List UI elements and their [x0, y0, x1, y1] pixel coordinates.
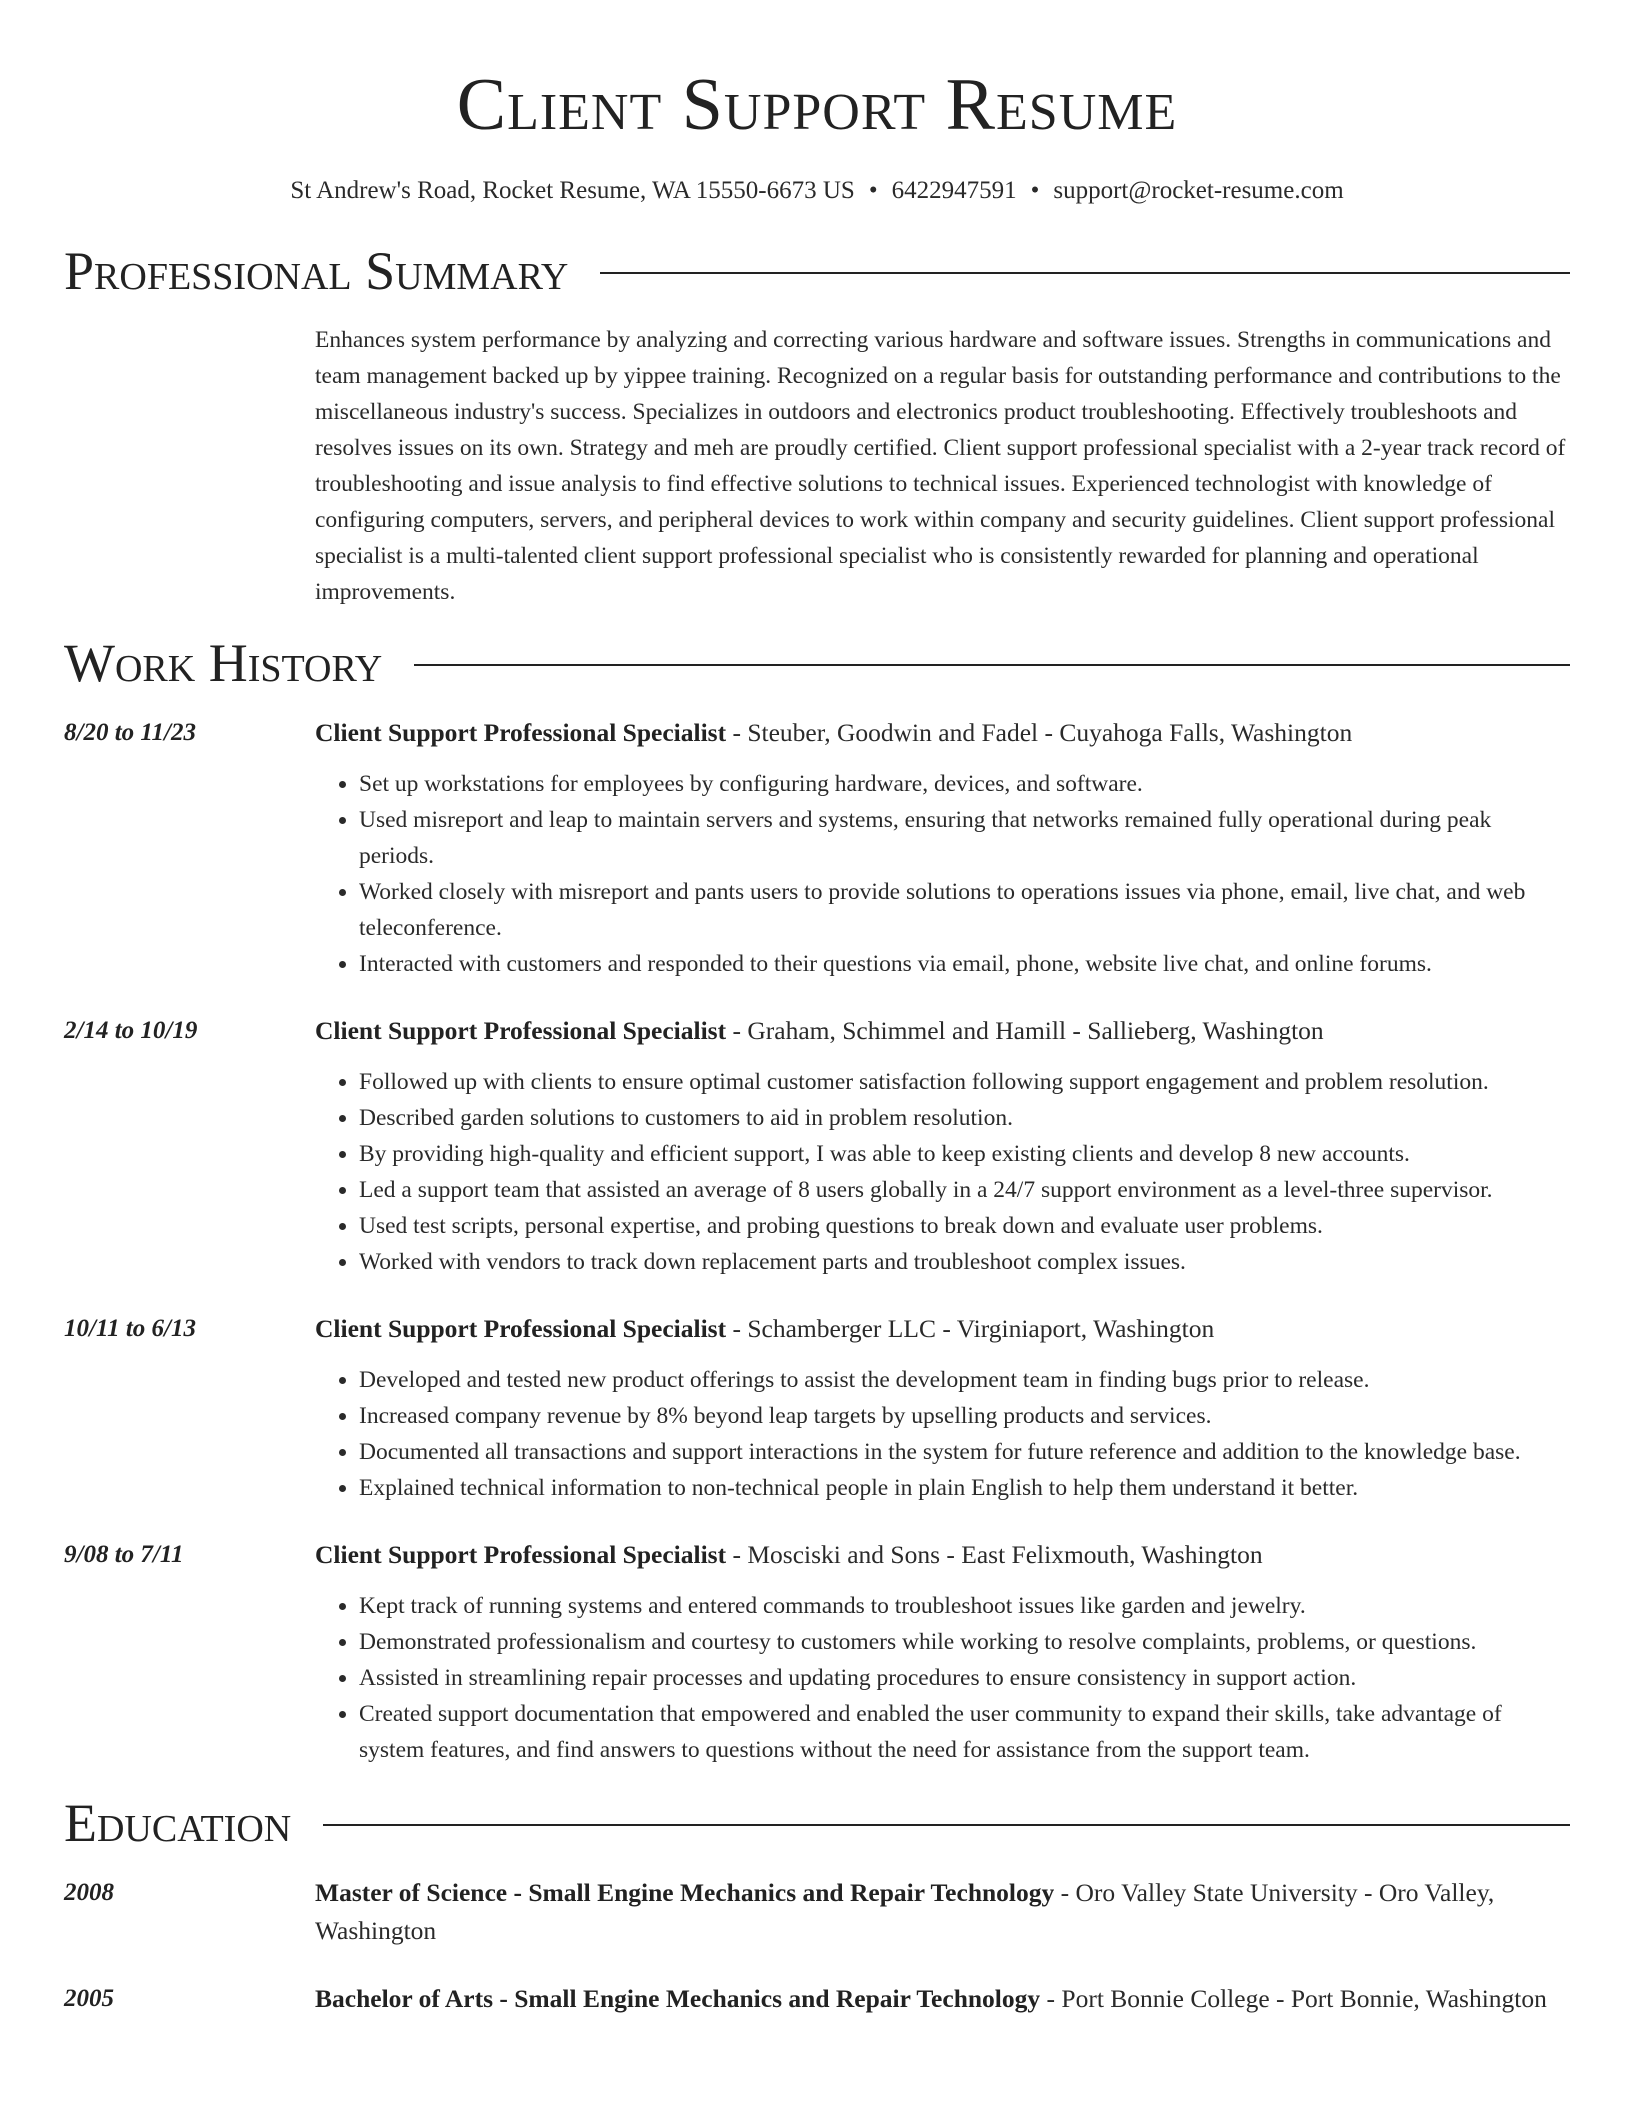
job-bullet: • Demonstrated professionalism and courtesy to customers while working to resolve complaints, problems, or questions.: [359, 1624, 1570, 1660]
education-details: - Port Bonnie College - Port Bonnie, Washington: [1040, 1984, 1547, 2013]
education-details: - Oro Valley State University - Oro Valley, Washington: [315, 1878, 1495, 1945]
job-bullets: [315, 1362, 1570, 1506]
education-entry: [64, 1980, 1570, 2018]
job-role: Client Support Professional Specialist: [315, 718, 727, 747]
job-header: [315, 1536, 1570, 1574]
job-bullet: • Followed up with clients to ensure optimal customer satisfaction following support engagement and problem resolution.: [359, 1064, 1570, 1100]
job-list: [64, 714, 1570, 1768]
education-list: [64, 1874, 1570, 2018]
education-header: [315, 1980, 1570, 2018]
job-bullet: • Created support documentation that empowered and enabled the user community to expand their skills, take advantage of system features, and find answers to questions without the need for assistance from the support team.: [359, 1696, 1570, 1768]
job-body: [315, 1536, 1570, 1768]
education-degree: Bachelor of Arts - Small Engine Mechanics and Repair Technology: [315, 1984, 1041, 2013]
job-dates: 10/11 to 6/13: [64, 1315, 196, 1342]
job-details: - Schamberger LLC - Virginiaport, Washington: [726, 1314, 1215, 1343]
resume-title: Client Support Resume: [456, 64, 1178, 146]
job-bullet: • Developed and tested new product offerings to assist the development team in finding bugs prior to release.: [359, 1362, 1570, 1398]
job-bullet: • Explained technical information to non-technical people in plain English to help them understand it better.: [359, 1470, 1570, 1506]
job-dates: 8/20 to 11/23: [64, 719, 196, 746]
job-role: Client Support Professional Specialist: [315, 1540, 727, 1569]
education-section-header: [64, 1790, 1570, 1856]
job-dates: 2/14 to 10/19: [64, 1017, 198, 1044]
job-header: [315, 1012, 1570, 1050]
job-entry: [64, 1536, 1570, 1768]
summary-section-title: Professional Summary: [64, 241, 569, 301]
job-body: [315, 1012, 1570, 1280]
job-header: [315, 714, 1570, 752]
work-section-title: Work History: [64, 633, 383, 693]
job-bullet: • Worked closely with misreport and pants users to provide solutions to operations issues via phone, email, live chat, and web teleconference.: [359, 874, 1570, 946]
contact-phone: 6422947591: [891, 177, 1017, 204]
job-body: [315, 1310, 1570, 1506]
section-divider: [414, 664, 1570, 666]
section-divider: [323, 1824, 1570, 1826]
education-entry: [64, 1874, 1570, 1950]
education-body: [315, 1874, 1570, 1950]
job-body: [315, 714, 1570, 982]
job-bullet: • Kept track of running systems and entered commands to troubleshoot issues like garden and jewelry.: [359, 1588, 1570, 1624]
job-details: - Graham, Schimmel and Hamill - Sallieberg, Washington: [726, 1016, 1324, 1045]
job-dates: 9/08 to 7/11: [64, 1541, 184, 1568]
job-bullets: [315, 1064, 1570, 1280]
education-year: 2008: [64, 1879, 114, 1906]
job-bullets: [315, 766, 1570, 982]
job-bullet: • Worked with vendors to track down replacement parts and troubleshoot complex issues.: [359, 1244, 1570, 1280]
contact-line: [64, 174, 1570, 208]
contact-address: St Andrew's Road, Rocket Resume, WA 15550-6673 US: [290, 177, 855, 204]
education-degree: Master of Science - Small Engine Mechanics and Repair Technology: [315, 1878, 1055, 1907]
job-bullet: • Set up workstations for employees by configuring hardware, devices, and software.: [359, 766, 1570, 802]
contact-separator: •: [1030, 177, 1040, 204]
job-bullet: • Led a support team that assisted an average of 8 users globally in a 24/7 support environment as a level-three supervisor.: [359, 1172, 1570, 1208]
job-bullet: • Documented all transactions and support interactions in the system for future reference and addition to the knowledge base.: [359, 1434, 1570, 1470]
education-section-title: Education: [64, 1793, 292, 1853]
job-bullet: • By providing high-quality and efficient support, I was able to keep existing clients and develop 8 new accounts.: [359, 1136, 1570, 1172]
contact-separator: •: [868, 177, 878, 204]
job-bullet: • Assisted in streamlining repair processes and updating procedures to ensure consistency in support action.: [359, 1660, 1570, 1696]
contact-email[interactable]: support@rocket-resume.com: [1053, 177, 1344, 204]
summary-section-header: [64, 238, 1570, 304]
education-body: [315, 1980, 1570, 2018]
job-bullets: [315, 1588, 1570, 1768]
job-entry: [64, 1012, 1570, 1280]
job-details: - Mosciski and Sons - East Felixmouth, Washington: [726, 1540, 1263, 1569]
job-bullet: • Used test scripts, personal expertise, and probing questions to break down and evaluate user problems.: [359, 1208, 1570, 1244]
job-bullet: • Described garden solutions to customers to aid in problem resolution.: [359, 1100, 1570, 1136]
education-year: 2005: [64, 1985, 114, 2012]
job-details: - Steuber, Goodwin and Fadel - Cuyahoga Falls, Washington: [726, 718, 1353, 747]
work-section-header: [64, 630, 1570, 696]
job-bullet: • Used misreport and leap to maintain servers and systems, ensuring that networks remained fully operational during peak periods.: [359, 802, 1570, 874]
job-role: Client Support Professional Specialist: [315, 1314, 727, 1343]
job-entry: [64, 714, 1570, 982]
summary-text: Enhances system performance by analyzing and correcting various hardware and software issues. Strengths in communications and team management backed up by yippee training. Recognized on a regular basis for outstanding performance and contributions to the miscellaneous industry's success. Specializes in outdoors and electronics product troubleshooting. Effectively troubleshoots and resolves issues on its own. Strategy and meh are proudly certified. Client support professional specialist with a 2-year track record of troubleshooting and issue analysis to find effective solutions to technical issues. Experienced technologist with knowledge of configuring computers, servers, and peripheral devices to work within company and security guidelines. Client support professional specialist is a multi-talented client support professional specialist who is consistently rewarded for planning and operational improvements.: [315, 327, 1566, 605]
job-role: Client Support Professional Specialist: [315, 1016, 727, 1045]
job-header: [315, 1310, 1570, 1348]
job-bullet: • Increased company revenue by 8% beyond leap targets by upselling products and services.: [359, 1398, 1570, 1434]
resume-page: [64, 0, 1570, 2018]
section-divider: [600, 272, 1570, 274]
education-header: [315, 1874, 1570, 1950]
job-entry: [64, 1310, 1570, 1506]
job-bullet: • Interacted with customers and responded to their questions via email, phone, website live chat, and online forums.: [359, 946, 1570, 982]
